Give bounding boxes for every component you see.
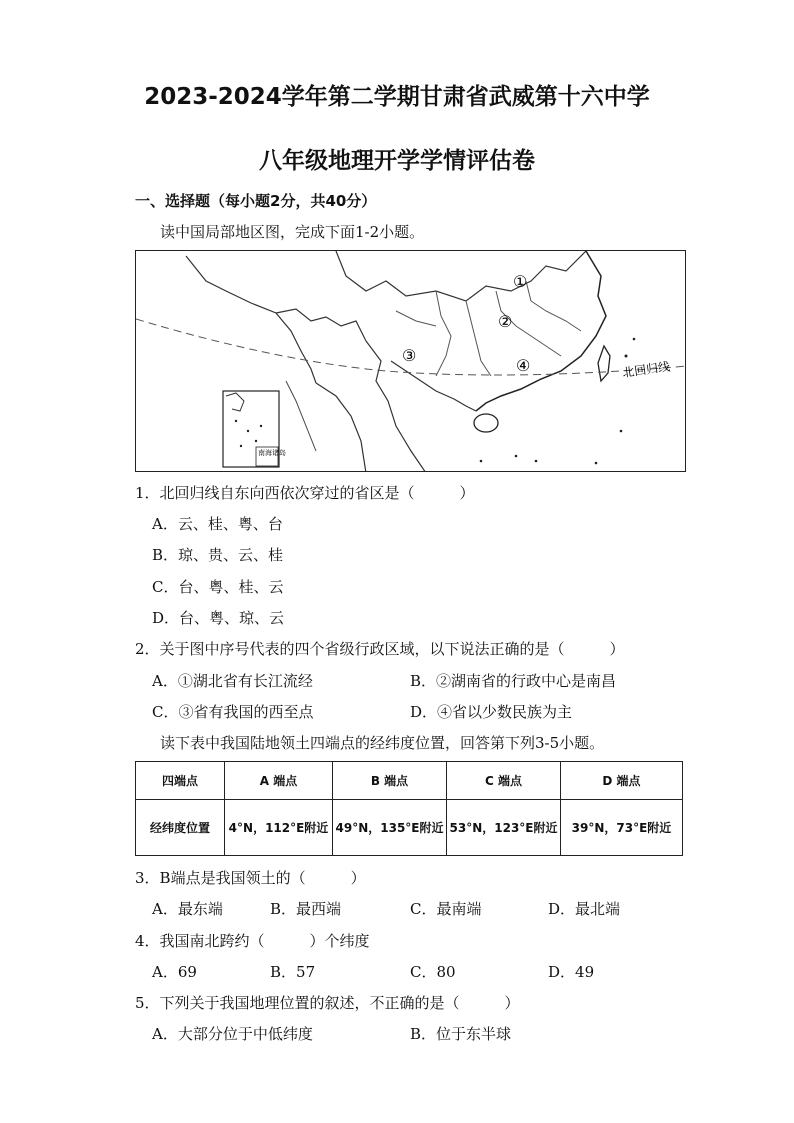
q1-stem: 1．北回归线自东向西依次穿过的省区是（ ）: [135, 484, 475, 502]
table-cell: 经纬度位置: [136, 800, 225, 856]
q5-stem: 5．下列关于我国地理位置的叙述，不正确的是（ ）: [135, 994, 520, 1012]
q1-option-a: A．云、桂、粤、台: [152, 515, 283, 533]
table-header-cell: A 端点: [225, 762, 333, 800]
title-line-2: 八年级地理开学学情评估卷: [259, 148, 535, 174]
q1-option-c: C．台、粤、桂、云: [152, 578, 284, 596]
map-label-1: ①: [513, 272, 528, 291]
inset-label: 南海诸岛: [258, 449, 286, 457]
title-line-1: 2023-2024学年第二学期甘肃省武威第十六中学: [144, 84, 650, 110]
tropic-label: 北回归线: [621, 359, 671, 380]
q2-option-a: A．①湖北省有长江流经: [152, 672, 313, 690]
map-label-4: ④: [516, 356, 531, 375]
q5-option-a: A．大部分位于中低纬度: [152, 1025, 313, 1043]
q4-option-c: C．80: [410, 963, 456, 981]
q3-stem: 3．B端点是我国领土的（ ）: [135, 869, 366, 887]
table-header-cell: D 端点: [561, 762, 683, 800]
q3-option-d: D．最北端: [548, 900, 621, 918]
q3-option-b: B．最西端: [270, 900, 342, 918]
q3-option-c: C．最南端: [410, 900, 482, 918]
q4-option-a: A．69: [152, 963, 197, 981]
q3-option-a: A．最东端: [152, 900, 223, 918]
table-header-cell: B 端点: [333, 762, 447, 800]
table-cell: 4°N，112°E附近: [225, 800, 333, 856]
q2-option-b: B．②湖南省的行政中心是南昌: [410, 672, 617, 690]
intro-1-2: 读中国局部地区图，完成下面1-2小题。: [160, 223, 425, 241]
q1-option-b: B．琼、贵、云、桂: [152, 546, 284, 564]
q2-stem: 2．关于图中序号代表的四个省级行政区域，以下说法正确的是（ ）: [135, 640, 625, 658]
q1-option-d: D．台、粤、琼、云: [152, 609, 285, 627]
q4-option-d: D．49: [548, 963, 595, 981]
endpoints-table: [135, 761, 683, 856]
q2-option-d: D．④省以少数民族为主: [410, 703, 573, 721]
table-header-cell: C 端点: [447, 762, 561, 800]
table-cell: 39°N，73°E附近: [561, 800, 683, 856]
q5-option-b: B．位于东半球: [410, 1025, 512, 1043]
table-cell: 53°N，123°E附近: [447, 800, 561, 856]
map-label-3: ③: [402, 346, 417, 365]
q4-option-b: B．57: [270, 963, 316, 981]
map-drawing: [136, 251, 686, 472]
map-label-2: ②: [498, 312, 513, 331]
intro-3-5: 读下表中我国陆地领土四端点的经纬度位置，回答第下列3-5小题。: [160, 734, 605, 752]
section-heading: 一、选择题（每小题2分，共40分）: [135, 192, 377, 210]
q4-stem: 4．我国南北跨约（ ）个纬度: [135, 932, 370, 950]
q2-option-c: C．③省有我国的西至点: [152, 703, 314, 721]
table-header-cell: 四端点: [136, 762, 225, 800]
china-map-figure: [135, 250, 686, 472]
table-cell: 49°N，135°E附近: [333, 800, 447, 856]
